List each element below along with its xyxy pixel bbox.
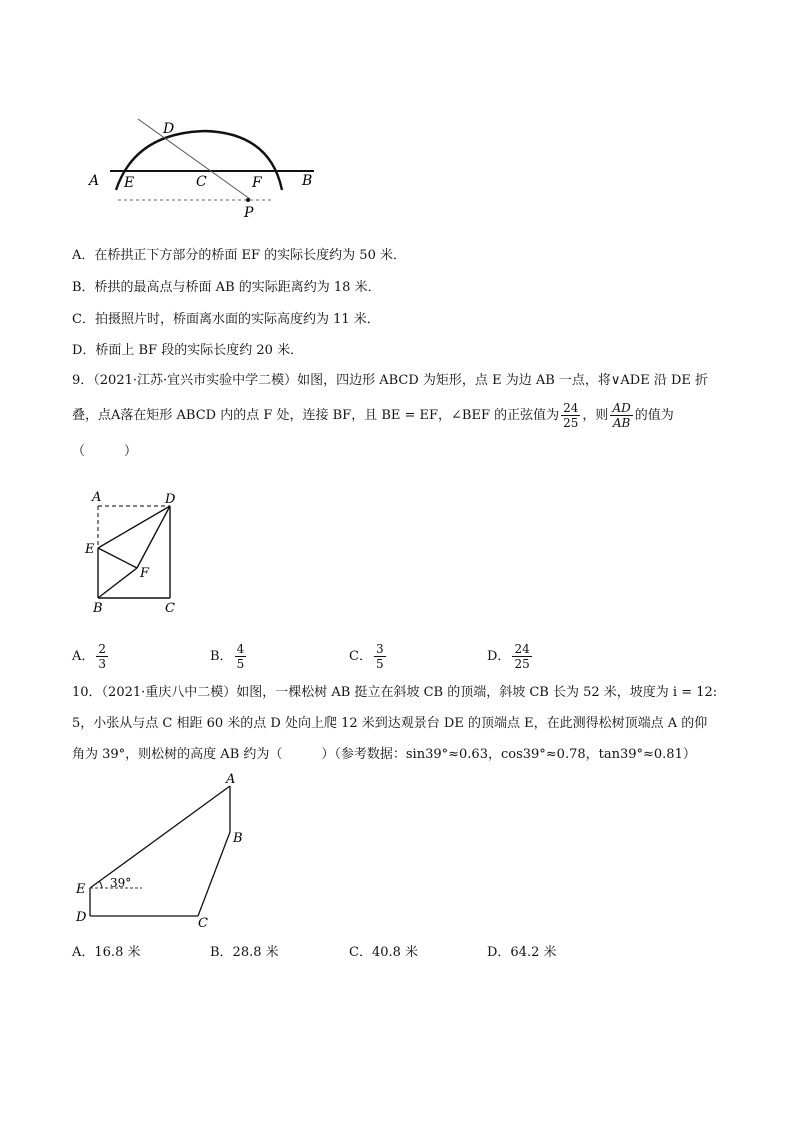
q9-option-d-letter: D． xyxy=(487,649,511,664)
q9-label-e: E xyxy=(85,542,95,557)
q10-segment-ea xyxy=(90,786,230,888)
q10-label-a: A xyxy=(226,772,236,787)
q9-answer-paren: （ ） xyxy=(72,444,138,459)
q9-option-b-letter: B． xyxy=(210,649,233,664)
q8-option-d: D．桥面上 BF 段的实际长度约 20 米． xyxy=(72,343,304,358)
bridge-label-b: B xyxy=(302,173,313,189)
q9-label-b: B xyxy=(93,601,103,616)
q9-option-d xyxy=(487,640,534,674)
q9-option-c-letter: C． xyxy=(349,649,372,664)
q9-option-d-den: 25 xyxy=(514,657,530,671)
q9-option-c-num: 3 xyxy=(375,642,384,656)
q9-stem-text-c: 的值为 xyxy=(634,408,674,423)
q10-stem-line3: 角为 39°，则松树的高度 AB 约为（ ）（参考数据：sin39°≈0.63，cos39°≈0.78，tan39°≈0.81） xyxy=(72,747,696,762)
q9-option-c-fraction xyxy=(374,642,386,671)
q9-option-b-fraction xyxy=(235,642,247,671)
q10-label-e: E xyxy=(76,882,86,897)
bridge-label-e: E xyxy=(124,175,135,191)
bridge-label-f: F xyxy=(252,175,262,191)
q9-stem-text-a: 叠，点A落在矩形 ABCD 内的点 F 处，连接 BF，且 BE = EF，∠BEF 的正弦值为 xyxy=(72,408,560,423)
q10-option-c: C．40.8 米 xyxy=(349,945,419,960)
q9-option-a-letter: A． xyxy=(72,649,95,664)
q9-option-d-fraction xyxy=(512,642,531,671)
q9-label-a: A xyxy=(92,490,102,505)
q8-option-c: C．拍摄照片时，桥面离水面的实际高度约为 11 米． xyxy=(72,312,380,327)
q9-option-b-num: 4 xyxy=(236,642,245,656)
bridge-label-d: D xyxy=(163,121,175,137)
q9-rectangle-figure xyxy=(82,488,192,618)
q9-ratio-den: AB xyxy=(612,416,631,430)
bridge-figure xyxy=(80,115,330,225)
q9-stem-text-b: ，则 xyxy=(582,408,609,423)
q10-option-a: A．16.8 米 xyxy=(72,945,141,960)
q10-stem-line1: 10．（2021·重庆八中二模）如图，一棵松树 AB 挺立在斜坡 CB 的顶端，斜坡 CB 长为 52 米，坡度为 i = 12: xyxy=(72,685,718,700)
point-p-dot xyxy=(246,198,250,202)
q9-sine-fraction xyxy=(561,401,580,430)
q9-label-c: C xyxy=(165,601,175,616)
q9-segment-ef xyxy=(98,548,137,568)
q9-stem-line1: 9．（2021·江苏·宜兴市实验中学二模）如图，四边形 ABCD 为矩形，点 E 为边 AB 一点，将∨ADE 沿 DE 折 xyxy=(72,373,709,388)
bridge-label-c: C xyxy=(196,174,207,190)
bridge-label-p: P xyxy=(244,205,254,221)
q9-option-b xyxy=(210,640,248,674)
q9-sine-den: 25 xyxy=(563,416,579,430)
q9-option-a-num: 2 xyxy=(98,642,107,656)
q10-label-d: D xyxy=(76,910,87,925)
q9-option-c xyxy=(349,640,388,674)
q9-option-a xyxy=(72,640,110,674)
q9-option-b-den: 5 xyxy=(236,657,245,671)
q10-stem-line2: 5，小张从与点 C 相距 60 米的点 D 处向上爬 12 米到达观景台 DE 的顶端点 E，在此测得松树顶端点 A 的仰 xyxy=(72,716,708,731)
q10-slope-figure xyxy=(70,770,260,930)
bridge-label-a: A xyxy=(89,173,100,189)
q9-option-d-num: 24 xyxy=(514,642,530,656)
q9-sine-num: 24 xyxy=(563,401,579,415)
q9-ratio-fraction xyxy=(610,401,632,430)
q8-option-a: A．在桥拱正下方部分的桥面 EF 的实际长度约为 50 米． xyxy=(72,248,406,263)
q8-option-b: B．桥拱的最高点与桥面 AB 的实际距离约为 18 米． xyxy=(72,280,381,295)
q9-stem-line2 xyxy=(72,400,674,432)
q10-label-b: B xyxy=(233,831,243,846)
q9-label-d: D xyxy=(165,492,176,507)
q10-option-d: D．64.2 米 xyxy=(487,945,557,960)
q10-segment-bc xyxy=(198,832,230,916)
q9-option-c-den: 5 xyxy=(375,657,384,671)
q10-option-b: B．28.8 米 xyxy=(210,945,279,960)
q9-option-a-fraction xyxy=(96,642,108,671)
q10-label-c: C xyxy=(198,916,208,930)
q10-angle-arc xyxy=(99,881,102,888)
q9-segment-bf xyxy=(98,568,137,598)
q9-label-f: F xyxy=(140,566,150,581)
q9-ratio-num: AD xyxy=(612,401,631,415)
q10-label-angle: 39° xyxy=(110,876,132,890)
q9-option-a-den: 3 xyxy=(98,657,107,671)
